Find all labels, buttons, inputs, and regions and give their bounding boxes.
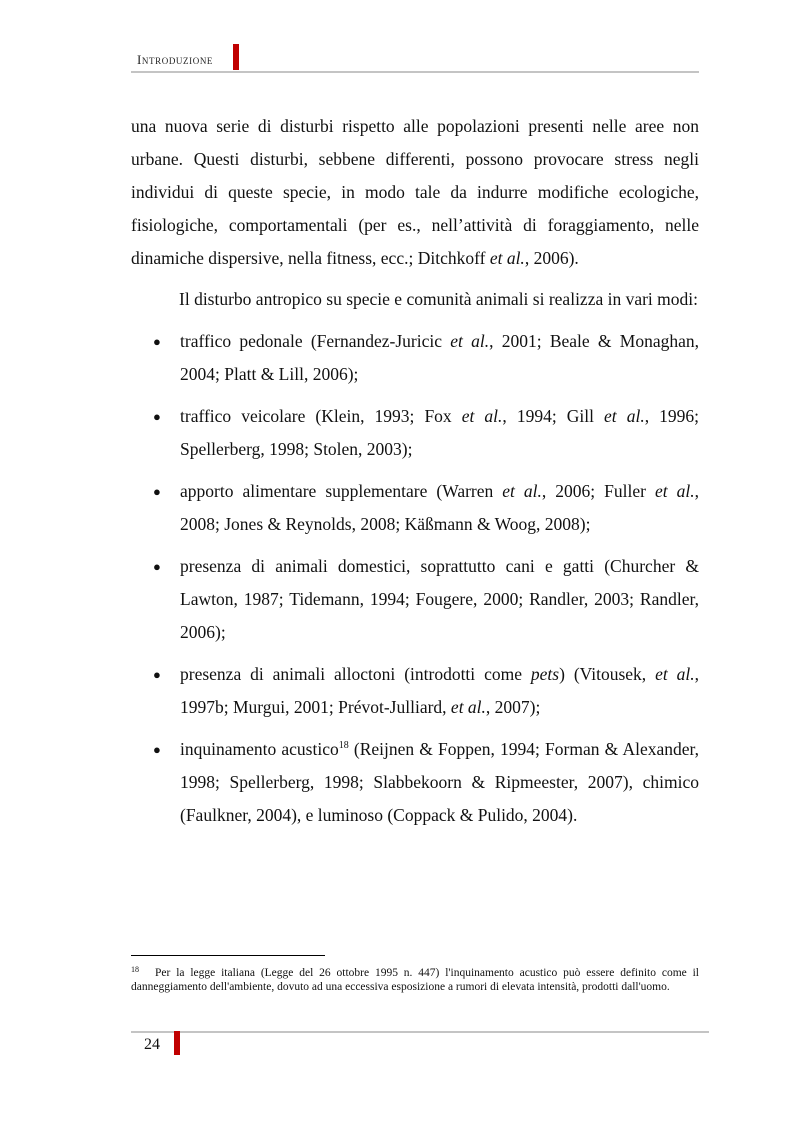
list-item [131,325,699,391]
list-item [131,475,699,541]
list-item [131,733,699,832]
paragraph: Il disturbo antropico su specie e comunità animali si realizza in vari modi: [179,289,699,309]
italic-text: et al. [502,481,542,501]
italic-text: et al. [461,406,503,426]
footnote-text: Per la legge italiana (Legge del 26 ottobre 1995 n. 447) l'inquinamento acustico può essere definito come il danneggiamento dell'ambiente, dovuto ad una eccessiva esposizione a rumori di elevata intensità, prodotti dall'uomo. [131,967,699,993]
footnote-separator [131,955,325,956]
italic-text: et al. [489,248,525,268]
bullet-icon: ● [153,667,161,682]
list-item-text: apporto alimentare supplementare (Warren et al., 2006; Fuller et al., 2008; Jones & Reynolds, 2008; Käßmann & Woog, 2008); [180,481,700,534]
italic-text: et al. [655,664,695,684]
paragraph: una nuova serie di disturbi rispetto alle popolazioni presenti nelle aree non urbane. Questi disturbi, sebbene differenti, possono provocare stress negli individui di queste specie, in modo tale da indurre modifiche ecologiche, fisiologiche, comportamentali (per es., nell’attività di foraggiamento, nelle dinamiche dispersive, nella fitness, ecc.; Ditchkoff et al., 2006). [131,116,699,268]
footnote-number: 18 [131,965,139,974]
running-header-title: Introduzione [137,52,214,67]
bullet-icon: ● [153,742,161,757]
italic-text: et al. [450,331,490,351]
page-number: 24 [144,1036,160,1053]
footnote [131,963,699,994]
list-item [131,550,699,649]
header-rule [131,71,699,73]
italic-text: et al. [655,481,695,501]
italic-text: et al. [604,406,645,426]
bullet-icon: ● [153,559,161,574]
body-text [131,110,699,832]
list-item [131,658,699,724]
header-accent-bar [233,44,239,70]
bullet-icon: ● [153,484,161,499]
footer-rule [131,1031,709,1033]
list-item-text: inquinamento acustico$^{18}$ (Reijnen & Foppen, 1994; Forman & Alexander, 1998; Spellerberg, 1998; Slabbekoorn & Ripmeester, 2007), chimico (Faulkner, 2004), e luminoso (Coppack & Pulido, 2004). [180,739,699,825]
bullet-icon: ● [153,334,161,349]
list-item-text: traffico veicolare (Klein, 1993; Fox et al., 1994; Gill et al., 1996; Spellerberg, 1998; Stolen, 2003); [180,406,699,459]
footnote-ref: 18 [338,740,349,751]
list-item-text: presenza di animali domestici, soprattutto cani e gatti (Churcher & Lawton, 1987; Tidemann, 1994; Fougere, 2000; Randler, 2003; Randler, 2006); [180,556,699,642]
italic-text: et al. [450,697,486,717]
list-item [131,400,699,466]
bullet-icon: ● [153,409,161,424]
list-item-text: presenza di animali alloctoni (introdotti come pets) (Vitousek, et al., 1997b; Murgui, 2001; Prévot-Julliard, et al., 2007); [180,664,699,717]
italic-text: pets [530,664,560,684]
bullet-list [131,325,699,832]
footer-accent-bar [174,1031,180,1055]
list-item-text: traffico pedonale (Fernandez-Juricic et al., 2001; Beale & Monaghan, 2004; Platt & Lill, 2006); [180,331,699,384]
